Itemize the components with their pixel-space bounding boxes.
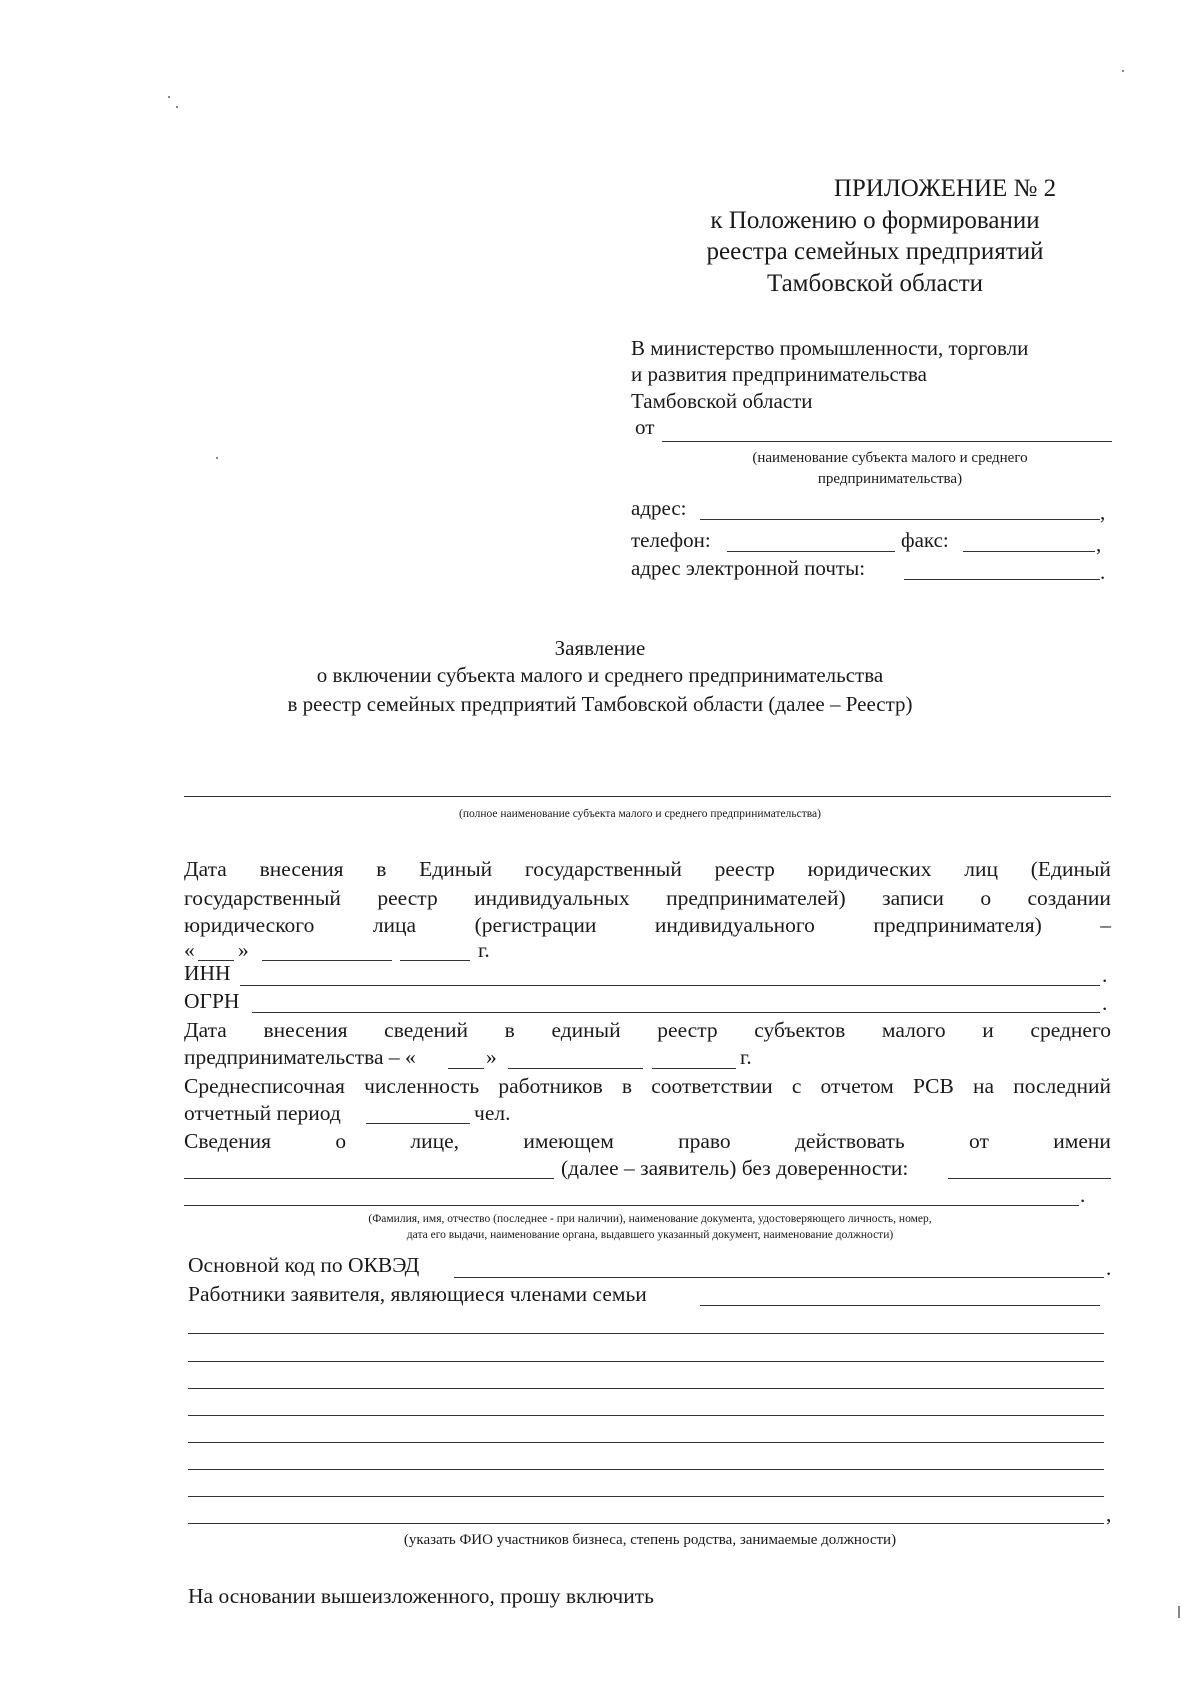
msp-year-suffix: г. bbox=[740, 1045, 752, 1069]
person-info-line-1 bbox=[184, 1129, 1111, 1154]
person-info-middle: (далее – заявитель) без доверенности: bbox=[561, 1156, 909, 1180]
addressee-line-3: Тамбовской области bbox=[631, 389, 813, 413]
appendix-number: ПРИЛОЖЕНИЕ № 2 bbox=[833, 175, 1057, 202]
address-label: адрес: bbox=[631, 496, 687, 520]
addressee-line-1: В министерство промышленности, торговли bbox=[631, 336, 1029, 360]
reg-year-field-line[interactable] bbox=[400, 960, 470, 961]
staff-count-line-1-word: последний bbox=[1013, 1074, 1111, 1098]
registration-date-line-1-word: в bbox=[376, 857, 387, 881]
from-caption-2: предпринимательства) bbox=[817, 471, 963, 487]
msp-month-field-line[interactable] bbox=[508, 1068, 643, 1069]
scan-speck bbox=[216, 457, 218, 459]
family-caption: (указать ФИО участников бизнеса, степень родства, занимаемые должности) bbox=[403, 1532, 897, 1548]
staff-count-line-1 bbox=[184, 1074, 1111, 1099]
msp-registry-line-1-word: единый bbox=[551, 1018, 621, 1042]
person-caption-2: дата его выдачи, наименование органа, выдавшего указанный документ, наименование должности) bbox=[406, 1229, 894, 1241]
msp-registry-line-1-word: в bbox=[504, 1018, 515, 1042]
person-info-line-1-word: от bbox=[969, 1129, 989, 1153]
entity-name-caption: (полное наименование субъекта малого и среднего предпринимательства) bbox=[459, 808, 821, 820]
registration-date-line-2-word: реестр bbox=[377, 886, 438, 910]
msp-registry-line-1-word: Дата bbox=[184, 1018, 227, 1042]
registration-date-line-2-word: записи bbox=[882, 886, 944, 910]
document-title: Заявление bbox=[554, 636, 646, 660]
msp-registry-line-1-word: реестр bbox=[657, 1018, 718, 1042]
family-field-line-7[interactable] bbox=[188, 1496, 1104, 1497]
email-label: адрес электронной почты: bbox=[631, 556, 866, 580]
staff-count-line-1-word: с bbox=[791, 1074, 802, 1098]
addressee-line-2: и развития предпринимательства bbox=[631, 362, 927, 386]
staff-count-line-1-word: численность bbox=[364, 1074, 480, 1098]
ogrn-period: . bbox=[1102, 991, 1108, 1015]
msp-quote-close: » bbox=[486, 1045, 497, 1069]
reg-date-quote-open: « bbox=[184, 938, 195, 962]
staff-count-suffix: чел. bbox=[474, 1101, 511, 1125]
person-info-line-1-word: имени bbox=[1053, 1129, 1111, 1153]
family-field-line-5[interactable] bbox=[188, 1442, 1104, 1443]
registration-date-line-3-word: индивидуального bbox=[654, 913, 815, 937]
registration-date-line-1-word: юридических bbox=[807, 857, 932, 881]
fax-label: факс: bbox=[901, 528, 949, 552]
person-caption-1: (Фамилия, имя, отчество (последнее - при наличии), наименование документа, удостоверяющего личность, номер, bbox=[368, 1213, 932, 1225]
person-details-field-line-2[interactable] bbox=[184, 1205, 1079, 1206]
msp-registry-line-1-word: сведений bbox=[384, 1018, 468, 1042]
document-title-3: в реестр семейных предприятий Тамбовской области (далее – Реестр) bbox=[287, 692, 913, 716]
msp-registry-line-1-word: малого bbox=[881, 1018, 946, 1042]
reg-year-suffix: г. bbox=[478, 938, 490, 962]
scan-speck bbox=[168, 96, 170, 98]
registration-date-line-3-word: (регистрации bbox=[474, 913, 597, 937]
registration-date-line-3-word: предпринимателя) bbox=[873, 913, 1042, 937]
address-field-line[interactable] bbox=[700, 519, 1100, 520]
registration-date-line-3-word: юридического bbox=[184, 913, 315, 937]
staff-count-line-1-word: РСВ bbox=[912, 1074, 954, 1098]
phone-field-line[interactable] bbox=[727, 551, 895, 552]
person-info-line-1-word: о bbox=[335, 1129, 347, 1153]
staff-count-line-1-word: в bbox=[621, 1074, 633, 1098]
entity-name-field-line[interactable] bbox=[184, 796, 1111, 797]
person-info-line-1-word: имеющем bbox=[523, 1129, 614, 1153]
okved-field-line[interactable] bbox=[454, 1277, 1104, 1278]
appendix-reference-3: Тамбовской области bbox=[766, 270, 984, 297]
ogrn-label: ОГРН bbox=[184, 989, 240, 1013]
msp-registry-line-1-word: внесения bbox=[263, 1018, 348, 1042]
from-field-line[interactable] bbox=[662, 441, 1112, 442]
family-field-line-6[interactable] bbox=[188, 1469, 1104, 1470]
okved-period: . bbox=[1106, 1256, 1112, 1280]
registration-date-line-1-word: государственный bbox=[524, 857, 682, 881]
appendix-reference: к Положению о формировании bbox=[710, 207, 1040, 234]
registration-date-line-2-word: предпринимателей) bbox=[666, 886, 846, 910]
family-field-line-1[interactable] bbox=[188, 1333, 1104, 1334]
family-field-line-8[interactable] bbox=[188, 1523, 1104, 1524]
registration-date-line-3-word: – bbox=[1100, 913, 1111, 937]
family-field-line-3[interactable] bbox=[188, 1388, 1104, 1389]
registration-date-line-1-word: лиц bbox=[964, 857, 998, 881]
email-field-line[interactable] bbox=[904, 579, 1100, 580]
scan-speck bbox=[1178, 1606, 1180, 1618]
msp-registry-line-1-word: и bbox=[982, 1018, 994, 1042]
staff-count-line-1-word: Среднесписочная bbox=[184, 1074, 345, 1098]
ogrn-field-line[interactable] bbox=[252, 1012, 1100, 1013]
registration-date-line-2-word: индивидуальных bbox=[474, 886, 630, 910]
registration-date-line-2-word: создании bbox=[1027, 886, 1111, 910]
inn-field-line[interactable] bbox=[240, 985, 1100, 986]
fax-field-line[interactable] bbox=[963, 551, 1095, 552]
inn-label: ИНН bbox=[184, 961, 231, 985]
staff-period-label: отчетный период bbox=[184, 1101, 341, 1125]
staff-count-line-1-word: отчетом bbox=[820, 1074, 894, 1098]
appendix-reference-2: реестра семейных предприятий bbox=[706, 238, 1044, 265]
reg-date-quote-close: » bbox=[238, 938, 249, 962]
registration-date-line-1-word: внесения bbox=[259, 857, 344, 881]
person-info-line-1-word: действовать bbox=[794, 1129, 905, 1153]
msp-registry-line-1-word: субъектов bbox=[754, 1018, 846, 1042]
registration-date-line-2-word: о bbox=[980, 886, 992, 910]
registration-date-line-1-word: Единый bbox=[419, 857, 493, 881]
family-period: , bbox=[1106, 1502, 1112, 1526]
staff-count-line-1-word: на bbox=[972, 1074, 995, 1098]
msp-registry-prefix: предпринимательства – « bbox=[184, 1045, 416, 1069]
registration-date-line-1 bbox=[184, 857, 1111, 882]
person-entity-field-line[interactable] bbox=[184, 1178, 554, 1179]
family-field-line-0[interactable] bbox=[700, 1305, 1100, 1306]
registration-date-line-1-word: (Единый bbox=[1030, 857, 1111, 881]
okved-label: Основной код по ОКВЭД bbox=[188, 1253, 420, 1277]
from-caption-1: (наименование субъекта малого и среднего bbox=[752, 450, 1028, 466]
staff-count-line-1-word: соответствии bbox=[651, 1074, 773, 1098]
inn-period: . bbox=[1102, 963, 1108, 987]
registration-date-line-1-word: Дата bbox=[184, 857, 227, 881]
address-comma: , bbox=[1100, 500, 1106, 524]
msp-registry-line-1-word: среднего bbox=[1030, 1018, 1111, 1042]
closing-statement: На основании вышеизложенного, прошу включить bbox=[188, 1584, 654, 1608]
person-info-line-1-word: право bbox=[678, 1129, 731, 1153]
reg-month-field-line[interactable] bbox=[262, 960, 392, 961]
fax-comma: , bbox=[1096, 532, 1102, 556]
msp-day-field-line[interactable] bbox=[448, 1068, 484, 1069]
family-field-line-4[interactable] bbox=[188, 1415, 1104, 1416]
registration-date-line-3-word: лица bbox=[372, 913, 417, 937]
registration-date-line-3 bbox=[184, 913, 1111, 938]
registration-date-line-2 bbox=[184, 886, 1111, 911]
family-field-line-2[interactable] bbox=[188, 1361, 1104, 1362]
scan-speck bbox=[1122, 70, 1124, 72]
scan-speck bbox=[176, 106, 178, 108]
msp-year-field-line[interactable] bbox=[652, 1068, 736, 1069]
person-details-field-line[interactable] bbox=[948, 1178, 1111, 1179]
from-label: от bbox=[635, 415, 655, 439]
person-info-line-1-word: лице, bbox=[410, 1129, 460, 1153]
registration-date-line-2-word: государственный bbox=[184, 886, 341, 910]
msp-registry-line-1 bbox=[184, 1018, 1111, 1043]
phone-label: телефон: bbox=[631, 528, 711, 552]
document-title-2: о включении субъекта малого и среднего предпринимательства bbox=[316, 663, 884, 687]
staff-count-line-1-word: работников bbox=[498, 1074, 603, 1098]
person-info-line-1-word: Сведения bbox=[184, 1129, 272, 1153]
registration-date-line-1-word: реестр bbox=[714, 857, 775, 881]
email-period: . bbox=[1100, 560, 1106, 584]
person-period: . bbox=[1080, 1183, 1086, 1207]
family-members-label: Работники заявителя, являющиеся членами семьи bbox=[188, 1282, 647, 1306]
staff-count-field-line[interactable] bbox=[366, 1123, 470, 1124]
